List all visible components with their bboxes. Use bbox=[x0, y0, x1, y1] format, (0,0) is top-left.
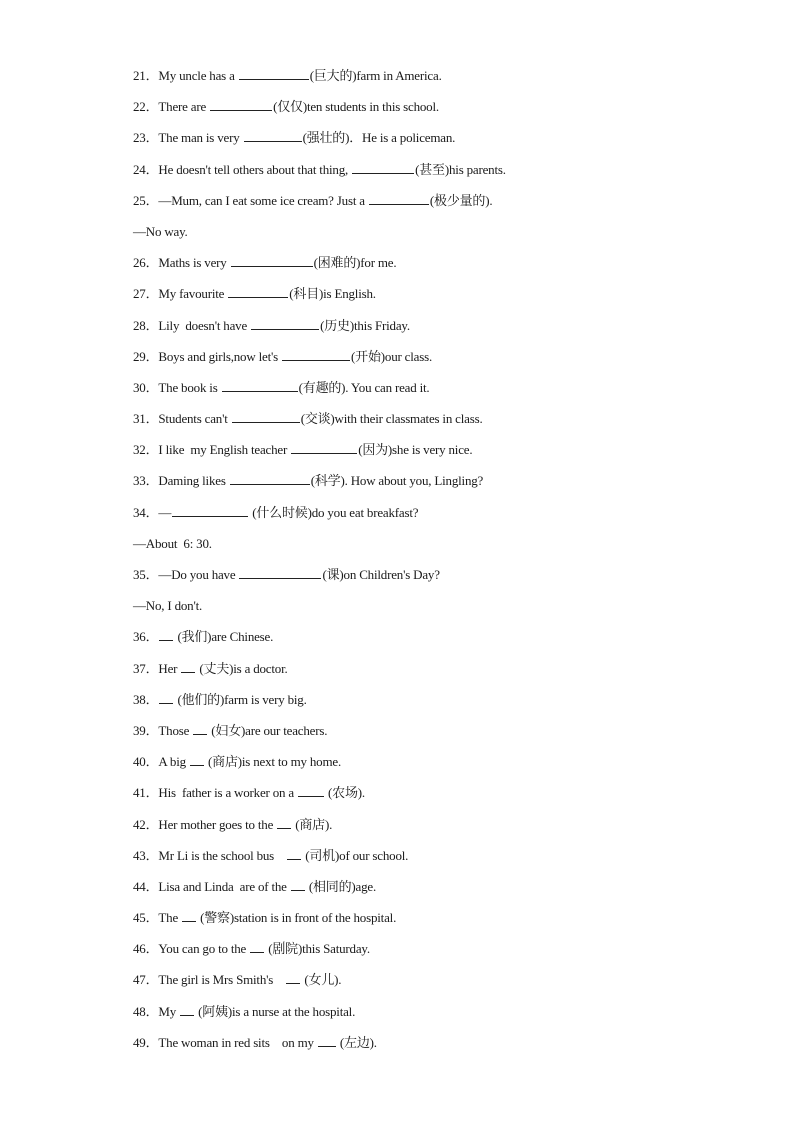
exercise-line bbox=[133, 752, 733, 783]
exercise-text-after: (历史)this Friday. bbox=[320, 317, 410, 333]
exercise-text-before: 40．A big bbox=[133, 754, 189, 770]
exercise-text-after: (剧院)this Saturday. bbox=[265, 941, 370, 957]
exercise-text-before: 23．The man is very bbox=[133, 130, 243, 146]
answer-blank[interactable] bbox=[172, 503, 248, 517]
exercise-text-after: (困难的)for me. bbox=[313, 255, 397, 271]
exercise-text-before: —No, I don't. bbox=[133, 598, 203, 614]
answer-blank[interactable] bbox=[250, 939, 264, 953]
exercise-line bbox=[133, 409, 733, 440]
answer-blank[interactable] bbox=[244, 128, 302, 142]
exercise-text-after: (相同的)age. bbox=[305, 878, 377, 894]
exercise-text-after: (有趣的). You can read it. bbox=[298, 379, 430, 395]
exercise-line bbox=[133, 939, 733, 970]
exercise-text-before: 36． bbox=[133, 629, 159, 645]
answer-blank[interactable] bbox=[210, 97, 272, 111]
exercise-line bbox=[133, 128, 733, 159]
exercise-text-after: (科学). How about you, Lingling? bbox=[310, 473, 484, 489]
exercise-text-before: 21．My uncle has a bbox=[133, 68, 238, 83]
exercise-line bbox=[133, 253, 733, 284]
exercise-text-before: —About 6: 30. bbox=[133, 535, 212, 551]
exercise-text-before: 32．I like my English teacher bbox=[133, 442, 291, 458]
exercise-line bbox=[133, 970, 733, 1001]
exercise-line bbox=[133, 222, 733, 253]
exercise-text-before: 34．— bbox=[133, 504, 172, 520]
answer-blank[interactable] bbox=[193, 721, 207, 735]
answer-blank[interactable] bbox=[190, 752, 204, 766]
exercise-line bbox=[133, 659, 733, 690]
exercise-text-after: (警察)station is in front of the hospital. bbox=[197, 910, 397, 926]
exercise-line bbox=[133, 565, 733, 596]
exercise-text-after: (甚至)his parents. bbox=[415, 161, 506, 177]
exercise-text-before: 48．My bbox=[133, 1003, 180, 1019]
exercise-line bbox=[133, 877, 733, 908]
answer-blank[interactable] bbox=[287, 846, 301, 860]
exercise-text-before: 45．The bbox=[133, 910, 182, 926]
exercise-text-before: 42．Her mother goes to the bbox=[133, 816, 277, 832]
exercise-line bbox=[133, 721, 733, 752]
answer-blank[interactable] bbox=[298, 783, 324, 797]
exercise-text-before: 33．Daming likes bbox=[133, 473, 229, 489]
exercise-text-before: 39．Those bbox=[133, 722, 193, 738]
exercise-text-after: (我们)are Chinese. bbox=[174, 629, 274, 645]
exercise-text-after: (巨大的)farm in America. bbox=[309, 68, 442, 83]
exercise-text-before: 28．Lily doesn't have bbox=[133, 317, 251, 333]
exercise-line bbox=[133, 846, 733, 877]
exercise-text-after: (什么时候)do you eat breakfast? bbox=[249, 504, 419, 520]
exercise-text-before: 22．There are bbox=[133, 99, 210, 115]
exercise-text-after: (交谈)with their classmates in class. bbox=[300, 411, 483, 427]
exercise-text-before: 49．The woman in red sits on my bbox=[133, 1034, 317, 1050]
answer-blank[interactable] bbox=[159, 690, 173, 704]
exercise-text-before: 35．—Do you have bbox=[133, 567, 239, 582]
exercise-line bbox=[133, 627, 733, 658]
answer-blank[interactable] bbox=[222, 378, 298, 392]
answer-blank[interactable] bbox=[232, 409, 300, 423]
exercise-text-before: 26．Maths is very bbox=[133, 255, 230, 271]
exercise-text-after: (仅仅)ten students in this school. bbox=[273, 99, 439, 115]
exercise-line bbox=[133, 783, 733, 814]
exercise-text-after: (阿姨)is a nurse at the hospital. bbox=[195, 1003, 356, 1019]
exercise-line bbox=[133, 347, 733, 378]
answer-blank[interactable] bbox=[180, 1002, 194, 1016]
exercise-text-before: 30．The book is bbox=[133, 379, 221, 395]
exercise-text-after: (女儿). bbox=[301, 972, 342, 988]
exercise-line bbox=[133, 908, 733, 939]
answer-blank[interactable] bbox=[239, 565, 321, 579]
exercise-text-after: (极少量的). bbox=[429, 192, 493, 208]
exercise-text-before: 37．Her bbox=[133, 660, 181, 676]
answer-blank[interactable] bbox=[352, 160, 414, 174]
answer-blank[interactable] bbox=[282, 347, 350, 361]
exercise-line bbox=[133, 378, 733, 409]
exercise-text-before: 46．You can go to the bbox=[133, 941, 250, 957]
answer-blank[interactable] bbox=[231, 253, 313, 267]
exercise-line bbox=[133, 191, 733, 222]
exercise-line bbox=[133, 534, 733, 565]
exercise-line bbox=[133, 1033, 733, 1064]
exercise-text-after: (强壮的)．He is a policeman. bbox=[302, 130, 456, 146]
answer-blank[interactable] bbox=[318, 1033, 336, 1047]
answer-blank[interactable] bbox=[291, 877, 305, 891]
exercise-text-after: (商店). bbox=[292, 816, 333, 832]
exercise-text-after: (课)on Children's Day? bbox=[322, 567, 440, 582]
exercise-text-before: 31．Students can't bbox=[133, 411, 231, 427]
exercise-text-after: (商店)is next to my home. bbox=[204, 754, 342, 770]
exercise-line bbox=[133, 97, 733, 128]
exercise-text-before: 38． bbox=[133, 691, 159, 707]
answer-blank[interactable] bbox=[286, 970, 300, 984]
exercise-text-before: —No way. bbox=[133, 223, 188, 239]
exercise-line bbox=[133, 66, 733, 97]
answer-blank[interactable] bbox=[228, 284, 288, 298]
answer-blank[interactable] bbox=[230, 471, 310, 485]
exercise-line bbox=[133, 440, 733, 471]
answer-blank[interactable] bbox=[182, 908, 196, 922]
exercise-text-after: (开始)our class. bbox=[351, 348, 433, 364]
exercise-text-before: 41．His father is a worker on a bbox=[133, 785, 297, 801]
exercise-text-before: 43．Mr Li is the school bus bbox=[133, 847, 287, 863]
exercise-list bbox=[133, 66, 733, 1064]
exercise-text-after: (妇女)are our teachers. bbox=[208, 722, 328, 738]
exercise-line bbox=[133, 815, 733, 846]
exercise-line bbox=[133, 316, 733, 347]
exercise-text-after: (农场). bbox=[325, 785, 365, 801]
exercise-text-after: (丈夫)is a doctor. bbox=[196, 660, 288, 676]
answer-blank[interactable] bbox=[369, 191, 429, 205]
exercise-line bbox=[133, 471, 733, 502]
exercise-line bbox=[133, 284, 733, 315]
answer-blank[interactable] bbox=[159, 627, 173, 641]
answer-blank[interactable] bbox=[239, 66, 309, 80]
exercise-text-before: 25．—Mum, can I eat some ice cream? Just a bbox=[133, 192, 368, 208]
exercise-line bbox=[133, 160, 733, 191]
answer-blank[interactable] bbox=[251, 316, 319, 330]
answer-blank[interactable] bbox=[291, 440, 357, 454]
exercise-line bbox=[133, 1002, 733, 1033]
exercise-text-before: 47．The girl is Mrs Smith's bbox=[133, 972, 286, 988]
answer-blank[interactable] bbox=[181, 659, 195, 673]
exercise-text-after: (他们的)farm is very big. bbox=[174, 691, 307, 707]
exercise-text-after: (因为)she is very nice. bbox=[358, 442, 473, 458]
exercise-text-before: 24．He doesn't tell others about that thing, bbox=[133, 161, 352, 177]
exercise-line bbox=[133, 503, 733, 534]
exercise-text-before: 27．My favourite bbox=[133, 286, 228, 302]
exercise-text-before: 44．Lisa and Linda are of the bbox=[133, 878, 290, 894]
exercise-line bbox=[133, 690, 733, 721]
exercise-text-after: (司机)of our school. bbox=[302, 847, 409, 863]
exercise-text-after: (科目)is English. bbox=[289, 286, 376, 302]
exercise-text-after: (左边). bbox=[336, 1034, 377, 1050]
exercise-text-before: 29．Boys and girls,now let's bbox=[133, 348, 282, 364]
exercise-line bbox=[133, 596, 733, 627]
answer-blank[interactable] bbox=[277, 815, 291, 829]
